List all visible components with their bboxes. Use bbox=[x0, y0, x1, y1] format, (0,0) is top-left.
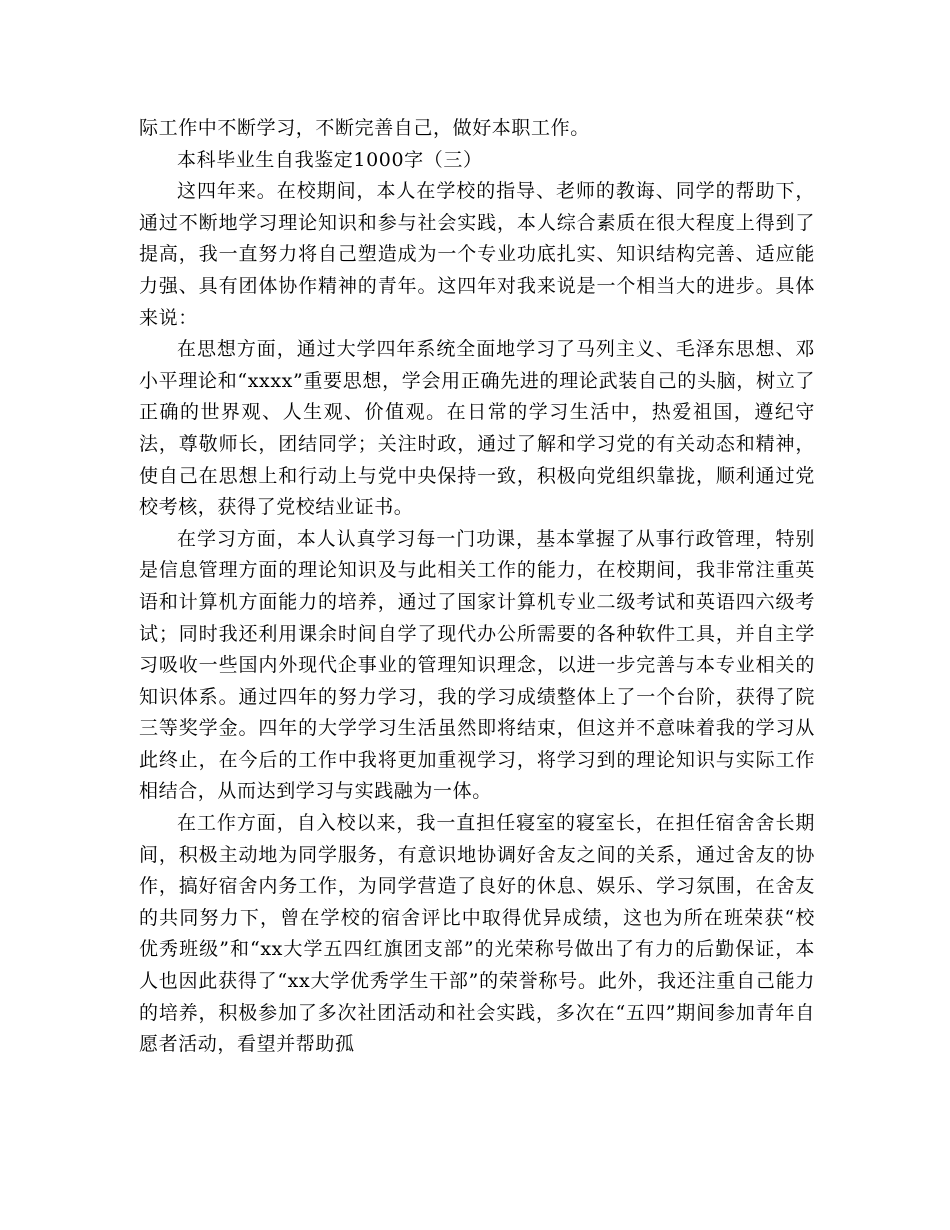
paragraph-continuation: 际工作中不断学习，不断完善自己，做好本职工作。 bbox=[139, 117, 590, 139]
paragraph-study: 在学习方面，本人认真学习每一门功课，基本掌握了从事行政管理，特别是信息管理方面的理论知识及与此相关工作的能力，在校期间，我非常注重英语和计算机方面能力的培养，通过了国家计算机专业二级考试和英语四六级考试；同时我还利用课余时间自学了现代办公所需要的各种软件工具，并自主学习吸收一些国内外现代企事业的管理知识理念，以进一步完善与本专业相关的知识体系。通过四年的努力学习，我的学习成绩整体上了一个台阶，获得了院三等奖学金。四年的大学学习生活虽然即将结束，但这并不意味着我的学习从此终止，在今后的工作中我将更加重视学习，将学习到的理论知识与实际工作相结合，从而达到学习与实践融为一体。 bbox=[139, 527, 815, 803]
paragraph-intro: 这四年来。在校期间，本人在学校的指导、老师的教诲、同学的帮助下，通过不断地学习理论知识和参与社会实践，本人综合素质在很大程度上得到了提高，我一直努力将自己塑造成为一个专业功底扎实、知识结构完善、适应能力强、具有团体协作精神的青年。这四年对我来说是一个相当大的进步。具体来说： bbox=[139, 180, 815, 329]
paragraph-work: 在工作方面，自入校以来，我一直担任寝室的寝室长，在担任宿舍舍长期间，积极主动地为同学服务，有意识地协调好舍友之间的关系，通过舍友的协作，搞好宿舍内务工作，为同学营造了良好的休息、娱乐、学习氛围，在舍友的共同努力下，曾在学校的宿舍评比中取得优异成绩，这也为所在班荣获“校优秀班级”和“xx大学五四红旗团支部”的光荣称号做出了有力的后勤保证，本人也因此获得了“xx大学优秀学生干部”的荣誉称号。此外，我还注重自己能力的培养，积极参加了多次社团活动和社会实践，多次在“五四”期间参加青年自愿者活动，看望并帮助孤 bbox=[139, 812, 815, 1056]
document-body bbox=[139, 113, 815, 1061]
section-heading: 本科毕业生自我鉴定1000字（三） bbox=[177, 148, 483, 171]
paragraph-ideology: 在思想方面，通过大学四年系统全面地学习了马列主义、毛泽东思想、邓小平理论和“xxxx”重要思想，学会用正确先进的理论武装自己的头脑，树立了正确的世界观、人生观、价值观。在日常的学习生活中，热爱祖国，遵纪守法，尊敬师长，团结同学；关注时政，通过了解和学习党的有关动态和精神，使自己在思想上和行动上与党中央保持一致，积极向党组织靠拢，顺利通过党校考核，获得了党校结业证书。 bbox=[139, 338, 815, 519]
